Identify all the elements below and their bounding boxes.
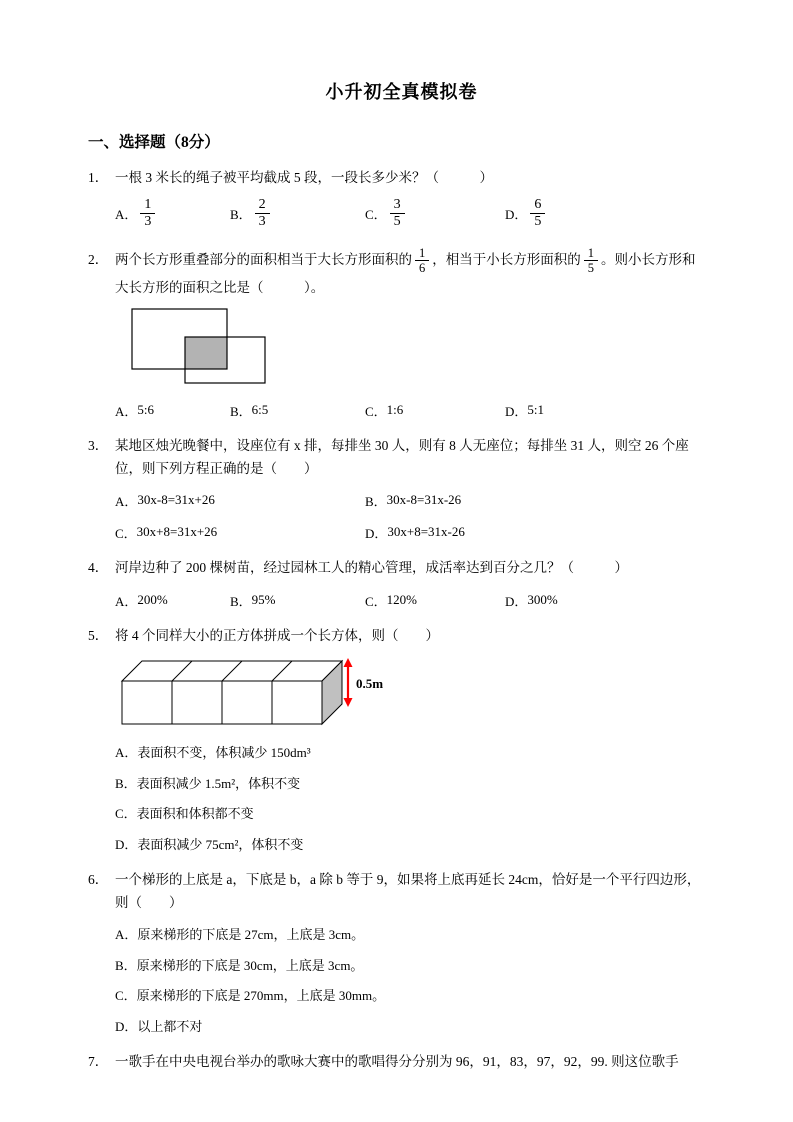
option-d [88,1017,715,1037]
fraction-denominator: 5 [587,261,594,276]
option-label: C． [365,207,387,223]
fraction-denominator: 5 [534,214,542,230]
question-1-options [88,197,715,230]
fraction-numerator: 2 [255,197,270,214]
option-label: B． [365,493,387,509]
section-heading: 一、选择题（8分） [88,134,220,151]
fraction-numerator: 1 [415,246,429,261]
question-7 [88,1052,715,1073]
cuboid-figure [118,656,408,732]
option-a [115,197,230,230]
question-4-options [88,591,715,610]
option-label: A． [115,745,138,761]
option-label: C． [365,403,387,419]
option-c [365,197,505,230]
option-label: A． [115,493,138,509]
question-1 [88,168,715,189]
option-b [365,491,615,510]
question-3-continued: 位，则下列方程正确的是（ ） [115,460,318,476]
option-a [115,491,365,510]
option-a [88,743,715,763]
fraction-denominator: 3 [258,214,266,230]
option-c [365,401,505,420]
option-c [365,591,505,610]
option-a [115,591,230,610]
option-label: A． [115,207,138,223]
option-b [88,956,715,976]
option-value: 原来梯形的下底是 27cm，上底是 3cm。 [137,927,365,943]
cube-front-face [222,681,272,724]
fraction-numerator: 1 [584,246,598,261]
question-text: 将 4 个同样大小的正方体拼成一个长方体，则（ ） [115,627,439,643]
option-label: D． [505,207,528,223]
fraction [530,197,545,230]
cube-front-face [272,681,322,724]
option-d [505,197,548,230]
arrow-head-up-icon [344,658,353,667]
option-label: B． [230,207,252,223]
question-4 [88,558,715,579]
question-2-options [88,401,715,420]
question-text: 一根 3 米长的绳子被平均截成 5 段，一段长多少米？（ ） [115,170,493,185]
fraction [584,246,598,276]
question-text: ，相当于小长方形面积的 [432,252,581,268]
question-number: 4． [88,559,109,575]
option-d [505,591,558,610]
question-number: 5． [88,627,109,643]
option-value: 表面积减少 1.5m²，体积不变 [136,775,301,791]
option-label: D． [505,403,528,419]
question-text: 一歌手在中央电视台举办的歌咏大赛中的歌唱得分分别为 96，91，83，97，92，99. 则这位歌手 [115,1054,679,1070]
option-c [88,804,715,824]
question-text: 一个梯形的上底是 a，下底是 b，a 除 b 等于 9，如果将上底再延长 24cm，恰好是一个平行四边形， [115,872,701,888]
question-6-continued: 则（ ） [115,895,183,911]
question-2-continued: 大长方形的面积之比是（ ）。 [115,279,325,295]
cube-front-face [122,681,172,724]
option-value: 1:6 [386,402,404,418]
fraction [140,197,155,230]
option-b [230,591,365,610]
option-label: C． [115,806,137,822]
overlap-region [185,337,227,369]
fraction-denominator: 6 [419,261,426,276]
option-value: 5:1 [527,402,545,418]
question-2 [88,246,715,276]
option-a [88,925,715,945]
question-3 [88,436,715,457]
fraction [415,246,429,276]
option-label: C． [115,988,137,1004]
question-3-options [88,491,715,542]
fraction-numerator: 6 [530,197,545,214]
option-label: D． [505,593,528,609]
option-label: D． [365,525,388,541]
option-label: B． [230,593,252,609]
option-value: 300% [527,592,558,608]
option-a [115,401,230,420]
option-value: 5:6 [137,402,155,418]
option-label: D． [115,836,138,852]
option-value: 30x-8=31x+26 [137,492,215,508]
option-d [365,523,615,542]
option-label: D． [115,1018,138,1034]
option-b [230,197,365,230]
option-value: 原来梯形的下底是 30cm，上底是 3cm。 [136,957,364,973]
overlapping-rectangles-figure [130,307,280,389]
arrow-head-down-icon [344,698,353,707]
option-value: 原来梯形的下底是 270mm，上底是 30mm。 [136,988,386,1004]
question-text: 河岸边种了 200 棵树苗，经过园林工人的精心管理，成活率达到百分之几？（ ） [115,559,628,575]
option-label: A． [115,593,138,609]
fraction [390,197,405,230]
option-b [88,774,715,794]
option-label: A． [115,927,138,943]
option-value: 95% [251,592,276,608]
question-number: 3． [88,437,109,453]
question-5 [88,626,715,647]
question-number: 7． [88,1054,109,1070]
option-value: 30x+8=31x-26 [387,524,465,540]
option-label: C． [115,525,137,541]
option-value: 30x-8=31x-26 [386,492,462,508]
cube-front-face [172,681,222,724]
fraction-numerator: 1 [140,197,155,214]
doc-title: 小升初全真模拟卷 [325,82,478,102]
option-label: B． [230,403,252,419]
option-label: B． [115,957,137,973]
option-d [505,401,544,420]
option-label: B． [115,775,137,791]
option-value: 表面积不变，体积减少 150dm³ [137,745,311,761]
question-6 [88,870,715,891]
question-number: 1． [88,170,109,185]
option-c [115,523,365,542]
dimension-label: 0.5m [356,676,384,692]
option-value: 表面积和体积都不变 [136,806,254,822]
question-number: 2． [88,252,109,268]
question-text: 。则小长方形和 [601,252,696,268]
fraction [255,197,270,230]
option-value: 120% [386,592,418,608]
fraction-denominator: 5 [393,214,401,230]
option-value: 以上都不对 [137,1018,203,1034]
option-value: 200% [137,592,168,608]
option-value: 表面积减少 75cm²，体积不变 [137,836,304,852]
question-number: 6． [88,872,109,888]
question-text: 某地区烛光晚餐中，设座位有 x 排，每排坐 30 人，则有 8 人无座位；每排坐 31 人，则空 26 个座 [115,437,689,453]
option-c [88,986,715,1006]
option-label: C． [365,593,387,609]
question-text: 两个长方形重叠部分的面积相当于大长方形面积的 [115,252,412,268]
option-label: A． [115,403,138,419]
option-value: 6:5 [251,402,269,418]
option-d [88,835,715,855]
option-value: 30x+8=31x+26 [136,524,218,540]
fraction-numerator: 3 [390,197,405,214]
option-b [230,401,365,420]
fraction-denominator: 3 [144,214,152,230]
